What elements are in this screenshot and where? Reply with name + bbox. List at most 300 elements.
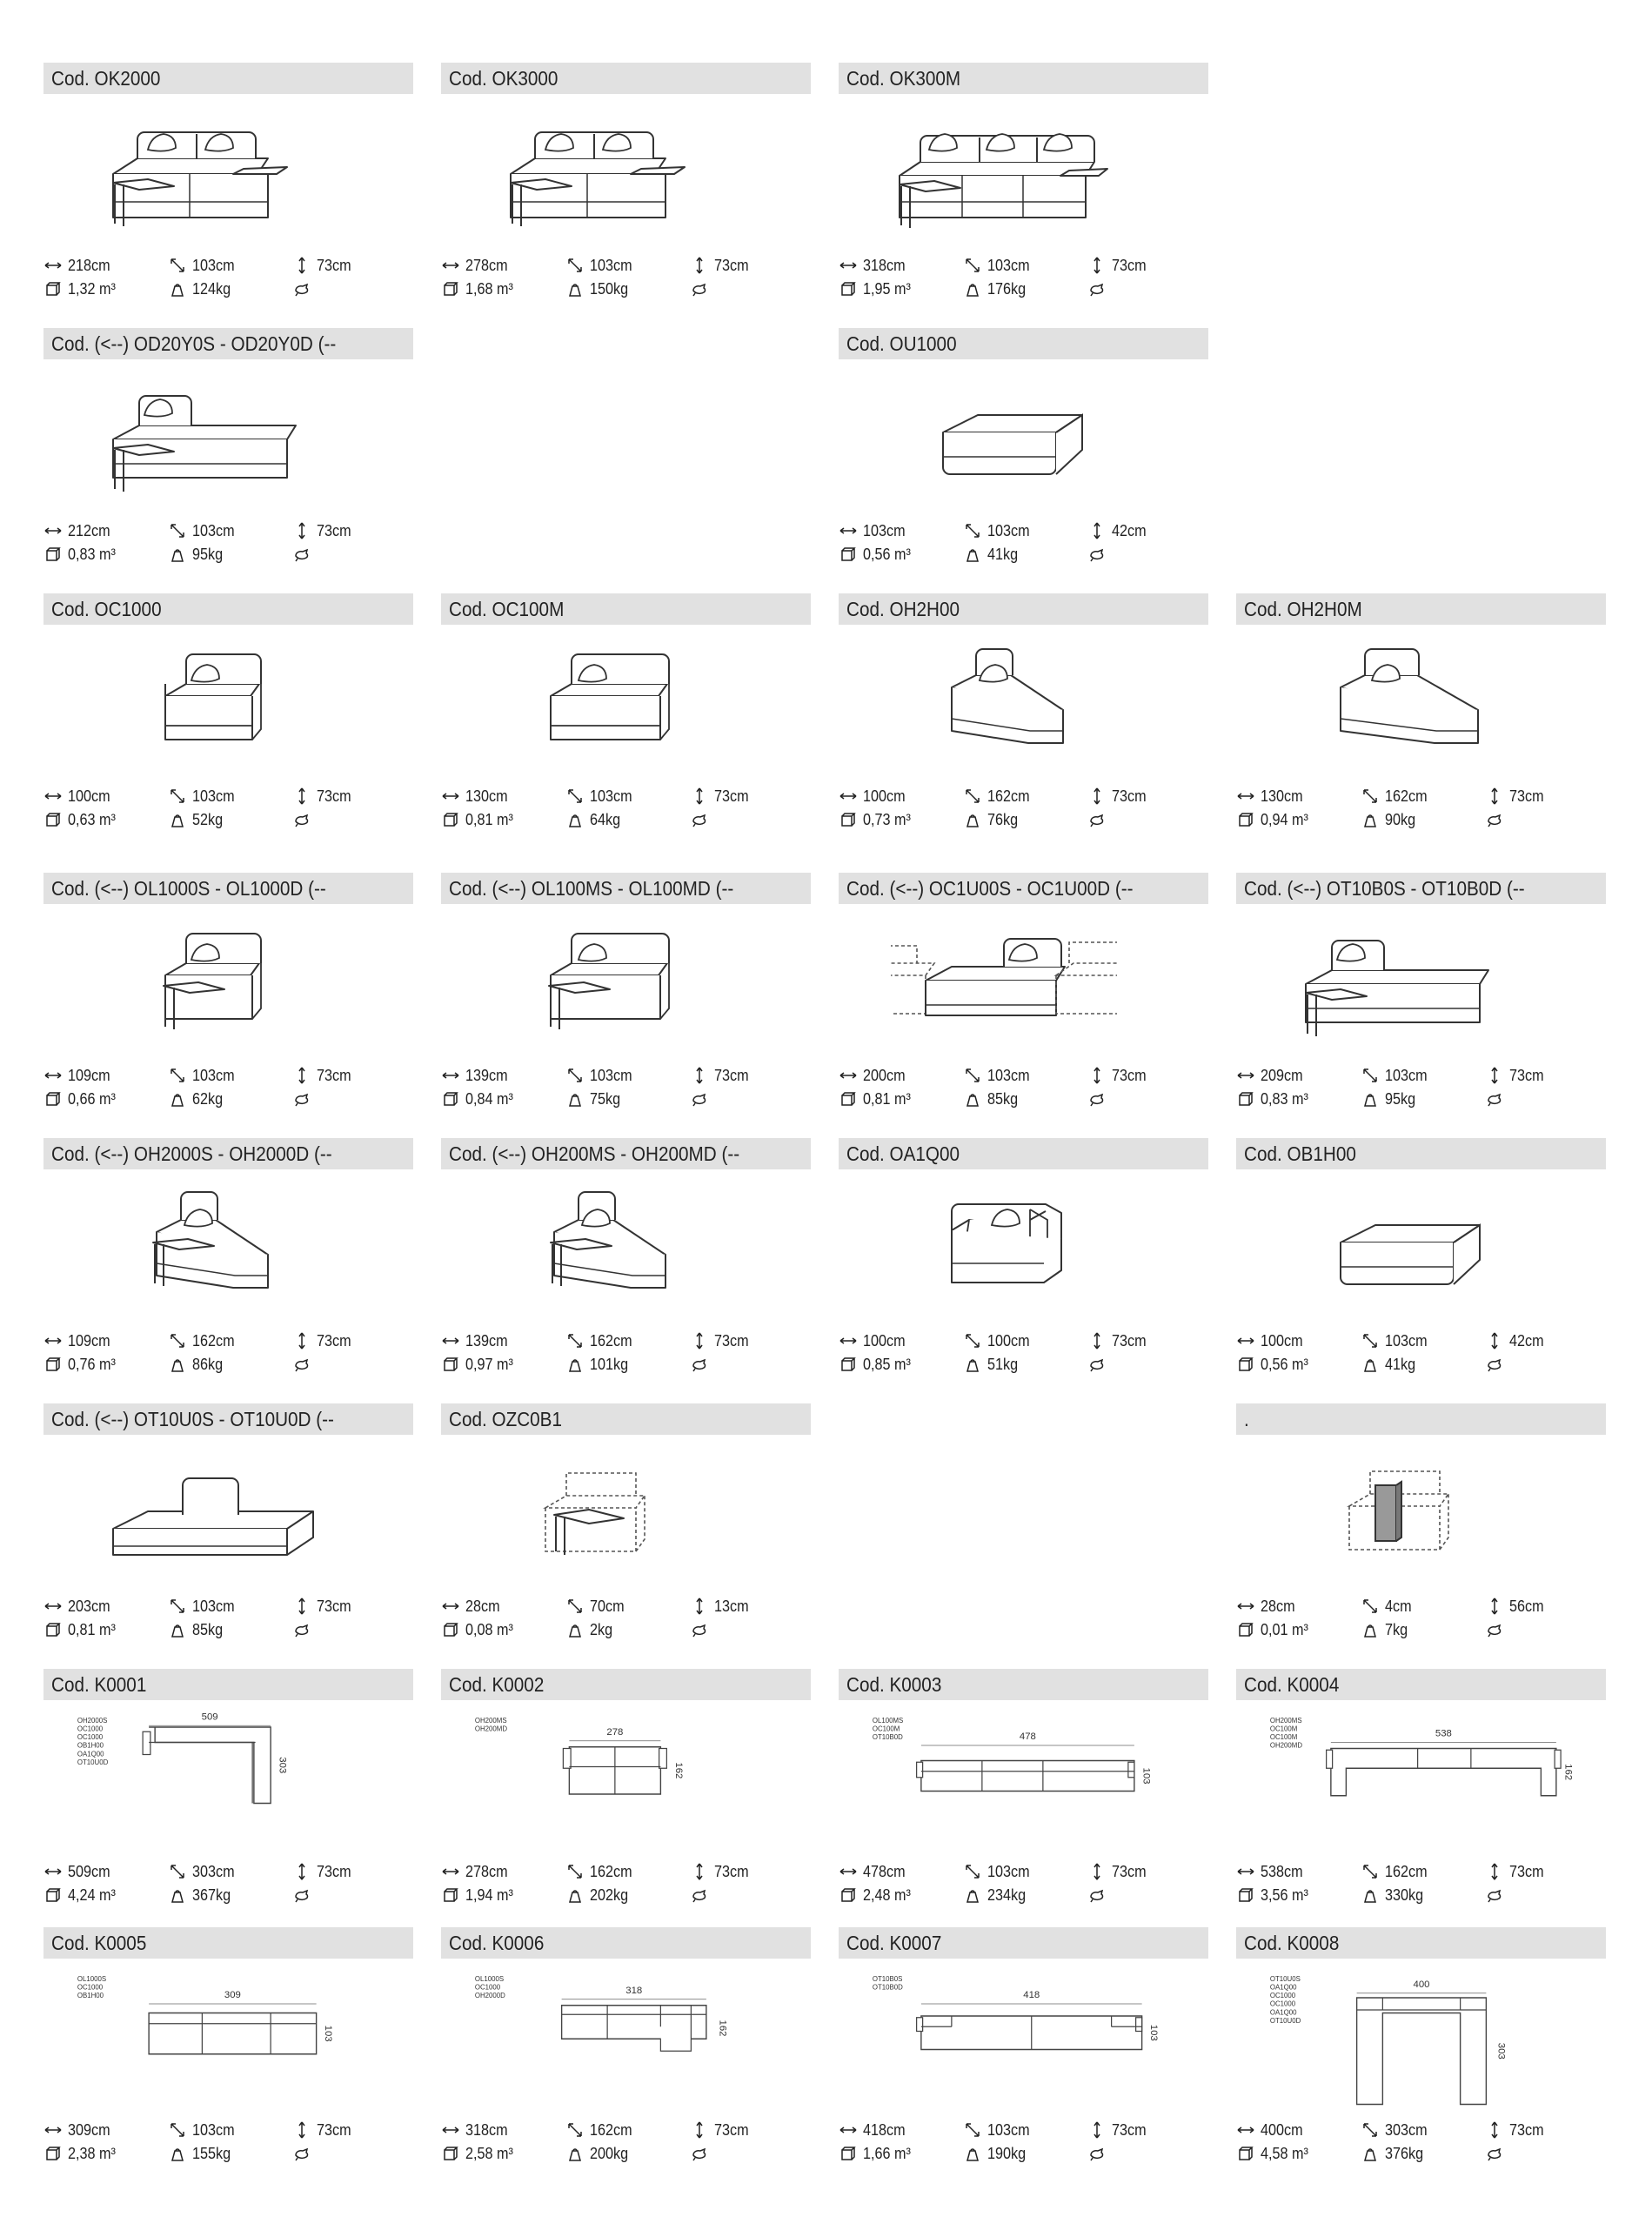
- product-code-header: .: [1236, 1403, 1606, 1435]
- product-card: [839, 873, 1208, 1125]
- care-icon: [1485, 1089, 1504, 1108]
- care-spec: [1087, 2144, 1112, 2163]
- weight-icon: [963, 1885, 982, 1905]
- width-arrows-icon: [1236, 787, 1255, 806]
- svg-text:OT10B0D: OT10B0D: [872, 1733, 903, 1741]
- product-specs: [441, 252, 811, 301]
- height-spec: 73cm: [1087, 2120, 1150, 2140]
- volume-spec: 1,68 m³: [441, 279, 518, 298]
- care-icon: [292, 1885, 311, 1905]
- depth-spec: 103cm: [1361, 1066, 1432, 1085]
- height-spec: 73cm: [1485, 787, 1548, 806]
- width-arrows-icon: [839, 1066, 858, 1085]
- depth-spec: 103cm: [168, 787, 239, 806]
- width-spec: 100cm: [1236, 1331, 1308, 1350]
- depth-diagonal-icon: [565, 1066, 585, 1085]
- weight-spec: 76kg: [963, 810, 1021, 829]
- weight-spec: 202kg: [565, 1885, 632, 1905]
- svg-text:278: 278: [606, 1726, 624, 1738]
- product-drawing: [96, 104, 322, 252]
- product-code-header: Cod. OC1000: [43, 593, 413, 625]
- width-arrows-icon: [1236, 1331, 1255, 1350]
- product-specs: [43, 2117, 413, 2166]
- care-icon: [292, 1355, 311, 1374]
- height-spec: 56cm: [1485, 1597, 1548, 1616]
- weight-spec: 51kg: [963, 1355, 1021, 1374]
- product-specs: [43, 1859, 413, 1907]
- depth-diagonal-icon: [565, 2120, 585, 2140]
- width-spec: 100cm: [839, 787, 910, 806]
- depth-diagonal-icon: [1361, 787, 1380, 806]
- height-arrows-icon: [292, 1331, 311, 1350]
- width-arrows-icon: [43, 2120, 63, 2140]
- weight-icon: [565, 1355, 585, 1374]
- height-spec: 73cm: [292, 1066, 355, 1085]
- product-code-header: Cod. K0006: [441, 1927, 811, 1959]
- width-spec: 538cm: [1236, 1862, 1308, 1881]
- care-icon: [292, 810, 311, 829]
- product-drawing: [891, 370, 1117, 518]
- product-specs: [1236, 1593, 1606, 1642]
- width-arrows-icon: [441, 787, 460, 806]
- weight-spec: 367kg: [168, 1885, 235, 1905]
- depth-spec: 162cm: [565, 1331, 637, 1350]
- care-icon: [1087, 1885, 1107, 1905]
- box-volume-icon: [839, 1355, 858, 1374]
- depth-diagonal-icon: [963, 521, 982, 540]
- care-icon: [1485, 1355, 1504, 1374]
- volume-spec: 0,85 m³: [839, 1355, 916, 1374]
- svg-text:309: 309: [224, 1990, 241, 2000]
- depth-spec: 103cm: [963, 521, 1034, 540]
- box-volume-icon: [43, 810, 63, 829]
- height-spec: 73cm: [1485, 2120, 1548, 2140]
- svg-text:OT10U0D: OT10U0D: [1269, 2016, 1301, 2025]
- height-arrows-icon: [1485, 1066, 1504, 1085]
- care-spec: [690, 279, 714, 298]
- weight-spec: 41kg: [1361, 1355, 1419, 1374]
- depth-spec: 70cm: [565, 1597, 628, 1616]
- composition-plan: [50, 1967, 407, 2120]
- svg-text:478: 478: [1019, 1731, 1036, 1742]
- care-spec: [292, 2144, 317, 2163]
- depth-spec: 103cm: [1361, 1331, 1432, 1350]
- depth-diagonal-icon: [168, 521, 187, 540]
- product-drawing: [96, 1445, 322, 1593]
- product-code-header: Cod. K0003: [839, 1669, 1208, 1700]
- svg-text:OH200MS: OH200MS: [474, 1716, 507, 1725]
- depth-spec: 162cm: [565, 1862, 637, 1881]
- weight-icon: [168, 279, 187, 298]
- composition-plan: [448, 1967, 805, 2120]
- width-arrows-icon: [43, 256, 63, 275]
- depth-spec: 100cm: [963, 1331, 1034, 1350]
- width-spec: 278cm: [441, 256, 512, 275]
- height-spec: 73cm: [292, 787, 355, 806]
- svg-text:OC1000: OC1000: [1269, 1992, 1296, 1999]
- width-arrows-icon: [839, 521, 858, 540]
- height-spec: 73cm: [292, 1597, 355, 1616]
- care-spec: [690, 2144, 714, 2163]
- volume-spec: 0,84 m³: [441, 1089, 518, 1108]
- weight-spec: 95kg: [1361, 1089, 1419, 1108]
- height-spec: 73cm: [1087, 787, 1150, 806]
- product-card: [1236, 1669, 1606, 1921]
- width-arrows-icon: [839, 1862, 858, 1881]
- product-card: [441, 63, 811, 315]
- box-volume-icon: [1236, 1620, 1255, 1639]
- product-card: [839, 1669, 1208, 1921]
- weight-spec: 75kg: [565, 1089, 624, 1108]
- width-arrows-icon: [1236, 2120, 1255, 2140]
- care-icon: [1485, 1620, 1504, 1639]
- depth-spec: 103cm: [565, 787, 637, 806]
- product-drawing: [891, 104, 1117, 252]
- product-code-header: Cod. (<--) OC1U00S - OC1U00D (--: [839, 873, 1208, 904]
- height-arrows-icon: [292, 2120, 311, 2140]
- height-spec: 73cm: [292, 2120, 355, 2140]
- care-spec: [1485, 1620, 1509, 1639]
- care-spec: [690, 1089, 714, 1108]
- depth-spec: 103cm: [168, 256, 239, 275]
- product-drawing: [891, 635, 1117, 783]
- care-spec: [1087, 1355, 1112, 1374]
- product-code-header: Cod. K0005: [43, 1927, 413, 1959]
- weight-icon: [168, 2144, 187, 2163]
- weight-icon: [168, 1355, 187, 1374]
- weight-icon: [1361, 1089, 1380, 1108]
- height-arrows-icon: [690, 1597, 709, 1616]
- weight-spec: 64kg: [565, 810, 624, 829]
- product-specs: [1236, 2117, 1606, 2166]
- svg-text:OA1Q00: OA1Q00: [1269, 1983, 1297, 1992]
- care-spec: [1485, 1355, 1509, 1374]
- width-spec: 209cm: [1236, 1066, 1308, 1085]
- weight-icon: [565, 2144, 585, 2163]
- care-icon: [1087, 279, 1107, 298]
- width-spec: 400cm: [1236, 2120, 1308, 2140]
- volume-spec: 0,81 m³: [839, 1089, 916, 1108]
- product-code-header: Cod. OZC0B1: [441, 1403, 811, 1435]
- depth-spec: 103cm: [565, 1066, 637, 1085]
- volume-spec: 0,81 m³: [43, 1620, 121, 1639]
- height-arrows-icon: [1087, 256, 1107, 275]
- weight-icon: [1361, 1620, 1380, 1639]
- width-spec: 100cm: [43, 787, 115, 806]
- product-specs: [43, 252, 413, 301]
- product-card: [1236, 1927, 1606, 2180]
- height-arrows-icon: [690, 256, 709, 275]
- product-card: [1236, 1138, 1606, 1390]
- care-spec: [1087, 279, 1112, 298]
- height-arrows-icon: [292, 521, 311, 540]
- product-card: [441, 1403, 811, 1656]
- product-drawing: [493, 1180, 719, 1328]
- box-volume-icon: [441, 1885, 460, 1905]
- depth-spec: 103cm: [168, 1066, 239, 1085]
- volume-spec: 0,56 m³: [839, 545, 916, 564]
- svg-text:OH2000D: OH2000D: [474, 1992, 505, 1999]
- height-arrows-icon: [690, 1066, 709, 1085]
- depth-spec: 103cm: [963, 256, 1034, 275]
- weight-icon: [168, 1620, 187, 1639]
- volume-spec: 1,32 m³: [43, 279, 121, 298]
- height-arrows-icon: [1087, 1066, 1107, 1085]
- product-specs: [1236, 1062, 1606, 1111]
- svg-text:318: 318: [625, 1985, 643, 1996]
- product-card: [839, 328, 1208, 580]
- depth-diagonal-icon: [168, 1066, 187, 1085]
- depth-spec: 103cm: [565, 256, 637, 275]
- product-specs: [43, 518, 413, 566]
- svg-text:OL100MS: OL100MS: [872, 1716, 904, 1725]
- width-spec: 100cm: [839, 1331, 910, 1350]
- height-arrows-icon: [292, 1862, 311, 1881]
- width-spec: 103cm: [839, 521, 910, 540]
- product-code-header: Cod. K0002: [441, 1669, 811, 1700]
- product-specs: [1236, 1328, 1606, 1376]
- depth-spec: 162cm: [168, 1331, 239, 1350]
- height-spec: 73cm: [292, 521, 355, 540]
- box-volume-icon: [441, 1089, 460, 1108]
- product-card: [839, 593, 1208, 846]
- care-spec: [690, 810, 714, 829]
- svg-text:OB1H00: OB1H00: [77, 1992, 104, 1999]
- svg-text:OH200MD: OH200MD: [1269, 1741, 1302, 1750]
- product-code-header: Cod. K0007: [839, 1927, 1208, 1959]
- height-arrows-icon: [1087, 521, 1107, 540]
- depth-diagonal-icon: [565, 256, 585, 275]
- weight-icon: [963, 1089, 982, 1108]
- depth-diagonal-icon: [963, 1862, 982, 1881]
- volume-spec: 0,01 m³: [1236, 1620, 1314, 1639]
- weight-icon: [1361, 1355, 1380, 1374]
- product-code-header: Cod. K0001: [43, 1669, 413, 1700]
- product-specs: [441, 1062, 811, 1111]
- svg-text:OC100M: OC100M: [1269, 1725, 1298, 1733]
- care-icon: [1087, 2144, 1107, 2163]
- width-spec: 130cm: [441, 787, 512, 806]
- height-spec: 73cm: [690, 1862, 752, 1881]
- depth-diagonal-icon: [565, 1597, 585, 1616]
- width-arrows-icon: [839, 1331, 858, 1350]
- care-spec: [292, 545, 317, 564]
- svg-text:303: 303: [277, 1757, 288, 1774]
- depth-diagonal-icon: [168, 2120, 187, 2140]
- care-icon: [1087, 810, 1107, 829]
- weight-icon: [168, 545, 187, 564]
- depth-spec: 4cm: [1361, 1597, 1415, 1616]
- svg-text:OB1H00: OB1H00: [77, 1741, 104, 1750]
- weight-spec: 124kg: [168, 279, 235, 298]
- product-card: [441, 873, 811, 1125]
- depth-diagonal-icon: [168, 787, 187, 806]
- width-spec: 278cm: [441, 1862, 512, 1881]
- box-volume-icon: [1236, 1355, 1255, 1374]
- product-specs: [839, 252, 1208, 301]
- height-spec: 73cm: [1485, 1862, 1548, 1881]
- height-spec: 73cm: [690, 256, 752, 275]
- product-card: [441, 1927, 811, 2180]
- svg-text:162: 162: [1562, 1764, 1574, 1781]
- width-arrows-icon: [43, 1862, 63, 1881]
- width-arrows-icon: [1236, 1862, 1255, 1881]
- product-card: [43, 1669, 413, 1921]
- weight-spec: 155kg: [168, 2144, 235, 2163]
- width-arrows-icon: [43, 1331, 63, 1350]
- width-spec: 28cm: [441, 1597, 504, 1616]
- product-specs: [441, 783, 811, 832]
- care-spec: [1087, 1089, 1112, 1108]
- height-arrows-icon: [292, 1066, 311, 1085]
- product-code-header: Cod. OH2H00: [839, 593, 1208, 625]
- svg-text:OL1000S: OL1000S: [77, 1974, 107, 1983]
- volume-spec: 2,48 m³: [839, 1885, 916, 1905]
- width-arrows-icon: [441, 1862, 460, 1881]
- care-spec: [690, 1620, 714, 1639]
- product-card: [43, 63, 413, 315]
- volume-spec: 0,56 m³: [1236, 1355, 1314, 1374]
- width-arrows-icon: [1236, 1597, 1255, 1616]
- svg-text:538: 538: [1435, 1728, 1452, 1739]
- volume-spec: 4,58 m³: [1236, 2144, 1314, 2163]
- composition-plan: [846, 1967, 1202, 2120]
- height-arrows-icon: [292, 787, 311, 806]
- depth-diagonal-icon: [1361, 1066, 1380, 1085]
- product-code-header: Cod. (<--) OH200MS - OH200MD (--: [441, 1138, 811, 1169]
- weight-icon: [1361, 2144, 1380, 2163]
- product-specs: [441, 2117, 811, 2166]
- weight-spec: 101kg: [565, 1355, 632, 1374]
- depth-diagonal-icon: [963, 787, 982, 806]
- height-spec: 73cm: [292, 256, 355, 275]
- weight-icon: [565, 1089, 585, 1108]
- product-drawing: [493, 104, 719, 252]
- weight-icon: [963, 279, 982, 298]
- svg-text:OH200MD: OH200MD: [474, 1725, 507, 1733]
- box-volume-icon: [43, 1355, 63, 1374]
- width-arrows-icon: [1236, 1066, 1255, 1085]
- depth-diagonal-icon: [565, 787, 585, 806]
- product-code-header: Cod. OH2H0M: [1236, 593, 1606, 625]
- height-spec: 73cm: [1087, 1066, 1150, 1085]
- weight-spec: 90kg: [1361, 810, 1419, 829]
- care-spec: [292, 810, 317, 829]
- product-specs: [839, 1328, 1208, 1376]
- width-spec: 309cm: [43, 2120, 115, 2140]
- composition-plan: [1243, 1709, 1600, 1861]
- width-spec: 28cm: [1236, 1597, 1299, 1616]
- care-spec: [690, 1355, 714, 1374]
- care-icon: [1087, 1089, 1107, 1108]
- depth-diagonal-icon: [963, 1066, 982, 1085]
- product-card: [839, 1927, 1208, 2180]
- height-spec: 42cm: [1485, 1331, 1548, 1350]
- product-specs: [1236, 1859, 1606, 1907]
- volume-spec: 0,08 m³: [441, 1620, 518, 1639]
- box-volume-icon: [43, 1885, 63, 1905]
- product-card: [1236, 873, 1606, 1125]
- volume-spec: 0,76 m³: [43, 1355, 121, 1374]
- weight-spec: 62kg: [168, 1089, 226, 1108]
- height-spec: 73cm: [690, 1331, 752, 1350]
- height-arrows-icon: [1485, 787, 1504, 806]
- product-code-header: Cod. OU1000: [839, 328, 1208, 359]
- volume-spec: 0,83 m³: [1236, 1089, 1314, 1108]
- svg-text:OT10U0D: OT10U0D: [77, 1758, 109, 1766]
- product-code-header: Cod. (<--) OD20Y0S - OD20Y0D (--: [43, 328, 413, 359]
- depth-spec: 162cm: [963, 787, 1034, 806]
- product-card: [43, 1403, 413, 1656]
- volume-spec: 0,73 m³: [839, 810, 916, 829]
- depth-spec: 162cm: [1361, 1862, 1432, 1881]
- svg-text:OA1Q00: OA1Q00: [1269, 2008, 1297, 2017]
- care-icon: [690, 810, 709, 829]
- weight-spec: 86kg: [168, 1355, 226, 1374]
- box-volume-icon: [43, 2144, 63, 2163]
- product-specs: [43, 1062, 413, 1111]
- height-arrows-icon: [1087, 787, 1107, 806]
- care-spec: [292, 1620, 317, 1639]
- svg-text:OC100M: OC100M: [1269, 1733, 1298, 1741]
- care-icon: [292, 545, 311, 564]
- width-spec: 109cm: [43, 1331, 115, 1350]
- care-spec: [292, 1089, 317, 1108]
- width-spec: 318cm: [441, 2120, 512, 2140]
- weight-spec: 41kg: [963, 545, 1021, 564]
- svg-text:103: 103: [1140, 1767, 1152, 1785]
- height-spec: 13cm: [690, 1597, 752, 1616]
- svg-text:509: 509: [201, 1711, 218, 1723]
- product-card: [839, 1138, 1208, 1390]
- svg-text:OC100M: OC100M: [872, 1725, 900, 1733]
- care-icon: [690, 2144, 709, 2163]
- volume-spec: 2,38 m³: [43, 2144, 121, 2163]
- volume-spec: 3,56 m³: [1236, 1885, 1314, 1905]
- width-arrows-icon: [43, 521, 63, 540]
- box-volume-icon: [43, 1620, 63, 1639]
- care-spec: [1087, 545, 1112, 564]
- product-card: [43, 328, 413, 580]
- width-spec: 130cm: [1236, 787, 1308, 806]
- product-card: [839, 63, 1208, 315]
- product-drawing: [891, 1180, 1117, 1328]
- product-drawing: [493, 1445, 719, 1593]
- box-volume-icon: [441, 1355, 460, 1374]
- product-drawing: [1288, 914, 1515, 1062]
- product-drawing: [1288, 635, 1515, 783]
- product-drawing: [96, 635, 322, 783]
- product-code-header: Cod. OK300M: [839, 63, 1208, 94]
- product-code-header: Cod. K0004: [1236, 1669, 1606, 1700]
- height-spec: 73cm: [292, 1331, 355, 1350]
- composition-plan: [1243, 1967, 1600, 2120]
- height-arrows-icon: [1485, 2120, 1504, 2140]
- product-card: [1236, 593, 1606, 846]
- svg-text:103: 103: [323, 2025, 334, 2042]
- product-card: [441, 1138, 811, 1390]
- width-spec: 218cm: [43, 256, 115, 275]
- weight-icon: [963, 810, 982, 829]
- volume-spec: 0,81 m³: [441, 810, 518, 829]
- product-specs: [1236, 783, 1606, 832]
- svg-text:418: 418: [1023, 1990, 1040, 2000]
- care-icon: [292, 1089, 311, 1108]
- depth-spec: 103cm: [963, 1066, 1034, 1085]
- height-spec: 73cm: [1087, 1331, 1150, 1350]
- weight-spec: 52kg: [168, 810, 226, 829]
- product-code-header: Cod. (<--) OH2000S - OH2000D (--: [43, 1138, 413, 1169]
